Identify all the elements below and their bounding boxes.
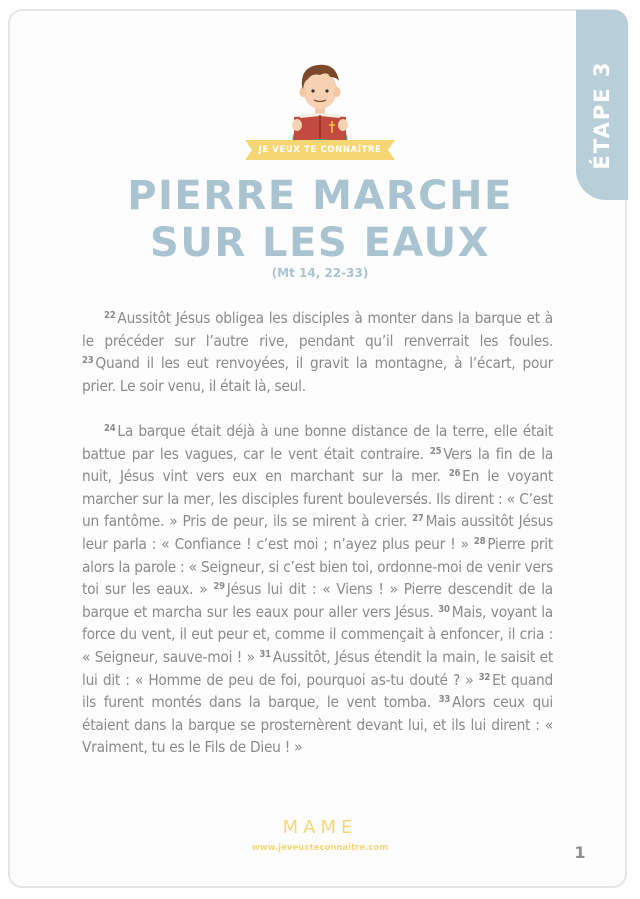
- verse-text: Aussitôt, Jésus étendit la main, le saisit et lui dit : « Homme de peu de foi, pourquoi as-tu douté ? »: [82, 647, 553, 689]
- title-line-1: PIERRE MARCHE: [127, 173, 513, 219]
- verse-text: Quand il les eut renvoyées, il gravit la montagne, à l’écart, pour prier. Le soir venu, il était là, seul.: [82, 354, 553, 395]
- publisher-logo: MAME: [282, 817, 358, 838]
- verse-text: Pierre prit alors la parole : « Seigneur, si c’est bien toi, ordonne-moi de venir vers toi sur les eaux. »: [82, 534, 553, 599]
- verse-number: 23: [82, 355, 94, 367]
- verse-number: 30: [438, 603, 450, 615]
- step-tab: [576, 10, 628, 200]
- page-title: [0, 173, 640, 267]
- title-line-2: SUR LES EAUX: [150, 220, 490, 266]
- verse-text: En le voyant marcher sur la mer, les disciples furent bouleversés. Ils dirent : « C’est un fantôme. » Pris de peur, ils se mirent à crier.: [82, 467, 553, 531]
- verse-text: Aussitôt Jésus obligea les disciples à monter dans la barque et à le précéder sur l’autre rive, pendant qu’il renverrait les foules.: [82, 309, 553, 350]
- verse-number: 26: [448, 468, 461, 480]
- verse-number: 27: [412, 513, 424, 525]
- verse-number: 25: [429, 445, 442, 457]
- verse-text: Jésus lui dit : « Viens ! » Pierre descendit de la barque et marcha sur les eaux pour aller vers Jésus.: [82, 580, 553, 621]
- verse-number: 33: [438, 694, 451, 706]
- verse-text: Vers la fin de la nuit, Jésus vint vers eux en marchant sur la mer.: [82, 444, 553, 486]
- scripture-reference: (Mt 14, 22-33): [271, 266, 369, 280]
- verse-number: 22: [104, 310, 116, 321]
- section-banner: [245, 140, 395, 160]
- website-link[interactable]: www.jeveuxteconnaitre.com: [251, 843, 389, 853]
- verse-number: 28: [473, 535, 486, 547]
- boy-reading-icon: [270, 55, 370, 145]
- verse-number: 24: [104, 423, 116, 434]
- page-number: 1: [574, 843, 586, 862]
- verse-text: Et quand ils furent montés dans la barque, le vent tomba.: [82, 670, 553, 712]
- paragraph-2: [82, 420, 553, 759]
- verse-text: Mais, voyant la force du vent, il eut peur et, comme il commençait à enfoncer, il cria : « Seigneur, sauve-moi ! »: [82, 602, 553, 666]
- boy-reading-illustration: [270, 55, 370, 145]
- verse-number: 29: [213, 581, 225, 593]
- verse-text: La barque était déjà à une bonne distance de la terre, elle était battue par les vagues, car le vent était contraire.: [82, 422, 553, 463]
- banner-label: JE VEUX TE CONNAÎTRE: [258, 145, 382, 155]
- verse-number: 32: [478, 671, 491, 683]
- verse-text: Mais aussitôt Jésus leur parla : « Confiance ! c’est moi ; n’ayez plus peur ! »: [82, 512, 553, 553]
- step-tab-label: ÉTAPE 3: [590, 60, 614, 170]
- verse-text: Alors ceux qui étaient dans la barque se prosternèrent devant lui, et ils lui dirent : « Vraiment, tu es le Fils de Dieu ! »: [82, 693, 554, 757]
- verse-number: 31: [259, 648, 271, 660]
- paragraph-1: [82, 307, 553, 397]
